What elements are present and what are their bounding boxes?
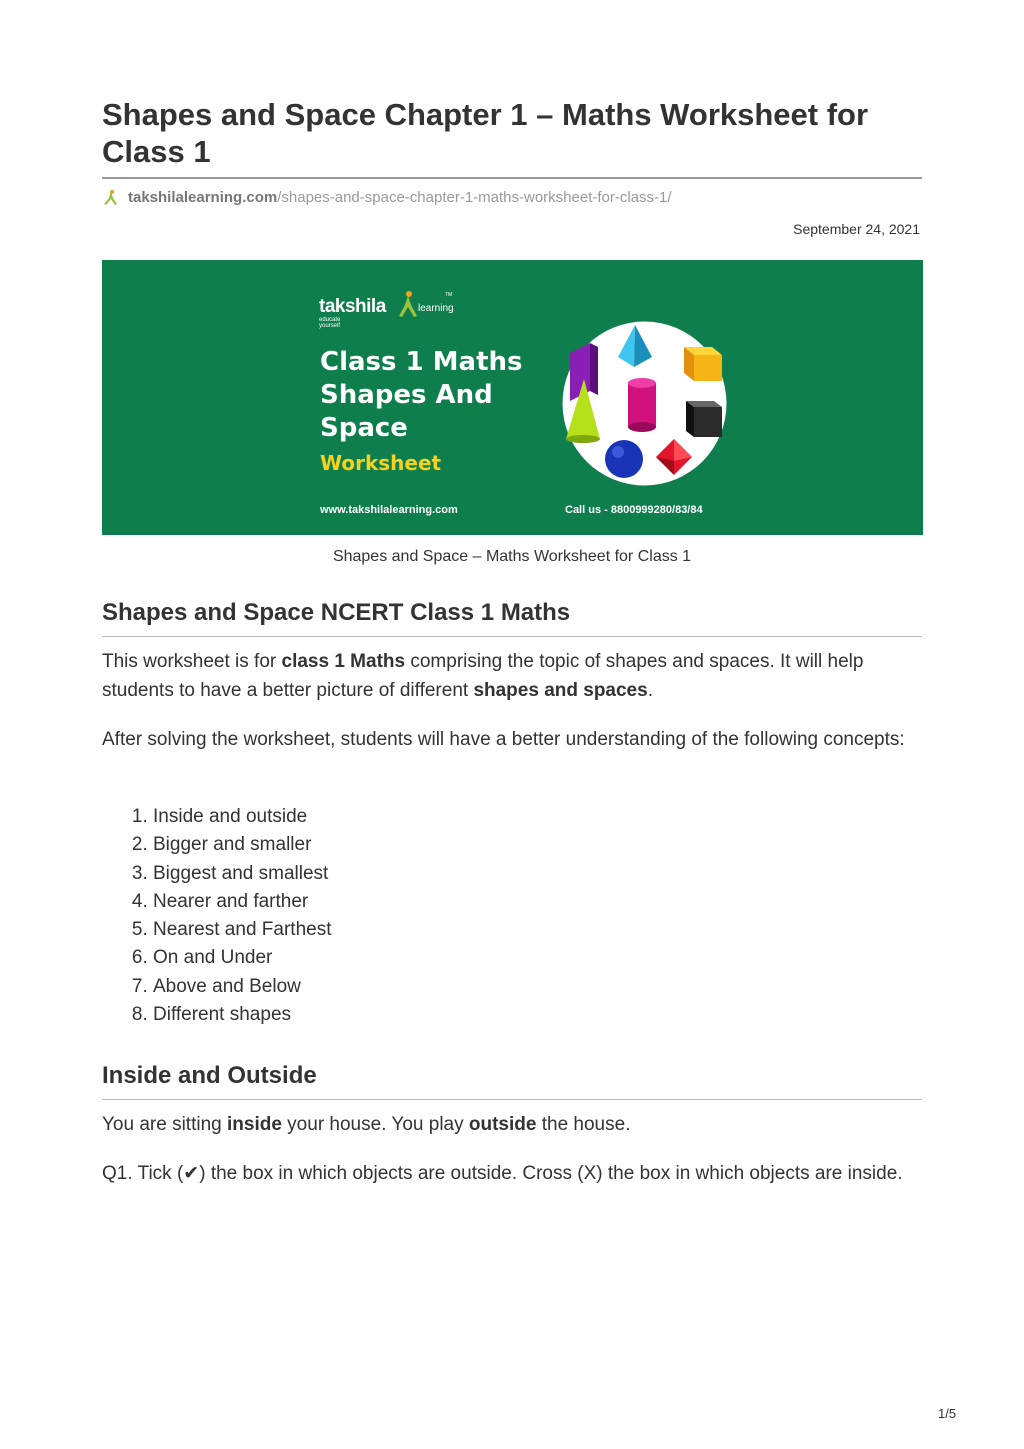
- logo-figure-icon: [396, 290, 420, 320]
- title-divider: [102, 177, 922, 179]
- section-divider: [102, 1099, 922, 1100]
- list-item: 7. Above and Below: [153, 973, 853, 1001]
- logo-tagline: educate yourself: [319, 317, 341, 329]
- section-heading: Shapes and Space NCERT Class 1 Maths: [102, 599, 571, 626]
- source-domain[interactable]: takshilalearning.com: [128, 189, 278, 206]
- text: You are sitting: [102, 1114, 227, 1135]
- list-item: 2. Bigger and smaller: [153, 831, 853, 859]
- text: comprising the topic of shapes and spaces. It will help students to have a better picture of different: [102, 651, 864, 701]
- bold-text: shapes and spaces: [473, 680, 648, 701]
- source-line: [102, 188, 672, 208]
- text: the house.: [536, 1114, 631, 1135]
- list-item: 6. On and Under: [153, 944, 853, 972]
- intro-paragraph: [102, 647, 922, 705]
- concepts-list: [102, 803, 853, 1029]
- banner-call: Call us - 8800999280/83/84: [565, 504, 703, 516]
- logo-suffix: learning: [418, 303, 454, 314]
- page-number: 1/5: [938, 1406, 957, 1421]
- inside-outside-paragraph: [102, 1110, 922, 1139]
- magenta-cylinder-icon: [628, 378, 656, 432]
- list-item: 3. Biggest and smallest: [153, 860, 853, 888]
- section-divider: [102, 636, 922, 637]
- list-item: 4. Nearer and farther: [153, 888, 853, 916]
- black-cube-icon: [686, 401, 722, 437]
- logo-brand: takshila: [319, 296, 386, 317]
- banner-title: [320, 346, 580, 445]
- bold-text: outside: [468, 1114, 537, 1135]
- section-heading: Inside and Outside: [102, 1062, 317, 1089]
- list-item: 5. Nearest and Farthest: [153, 916, 853, 944]
- banner-image: [102, 260, 923, 535]
- source-path[interactable]: /shapes-and-space-chapter-1-maths-worksheet-for-class-1/: [277, 189, 672, 206]
- bold-text: inside: [227, 1114, 282, 1135]
- banner-subtitle: Worksheet: [320, 451, 442, 475]
- concepts-intro: After solving the worksheet, students will have a better understanding of the following concepts:: [102, 729, 905, 750]
- question-text: Q1. Tick (✔) the box in which objects are outside. Cross (X) the box in which objects are inside.: [102, 1163, 903, 1184]
- logo-trademark: TM: [445, 292, 453, 298]
- publish-date: September 24, 2021: [793, 221, 920, 237]
- blue-sphere-icon: [605, 440, 643, 478]
- page-title: Shapes and Space Chapter 1 – Maths Worksheet for Class 1: [102, 97, 869, 169]
- bold-text: class 1 Maths: [281, 651, 406, 672]
- banner-title-line: Shapes And: [320, 380, 493, 410]
- banner-title-line: Space: [320, 413, 408, 443]
- list-item: 1. Inside and outside: [153, 803, 853, 831]
- shapes-circle-illustration: [562, 321, 727, 486]
- banner-website: www.takshilalearning.com: [320, 504, 458, 516]
- text: This worksheet is for: [102, 651, 282, 672]
- text: your house. You play: [281, 1114, 469, 1135]
- list-item: 8. Different shapes: [153, 1001, 853, 1029]
- text: .: [647, 680, 653, 701]
- orange-cube-icon: [684, 347, 722, 381]
- banner-caption: Shapes and Space – Maths Worksheet for Class 1: [332, 548, 692, 565]
- takshila-figure-icon: [102, 189, 120, 207]
- banner-title-line: Class 1 Maths: [320, 347, 523, 377]
